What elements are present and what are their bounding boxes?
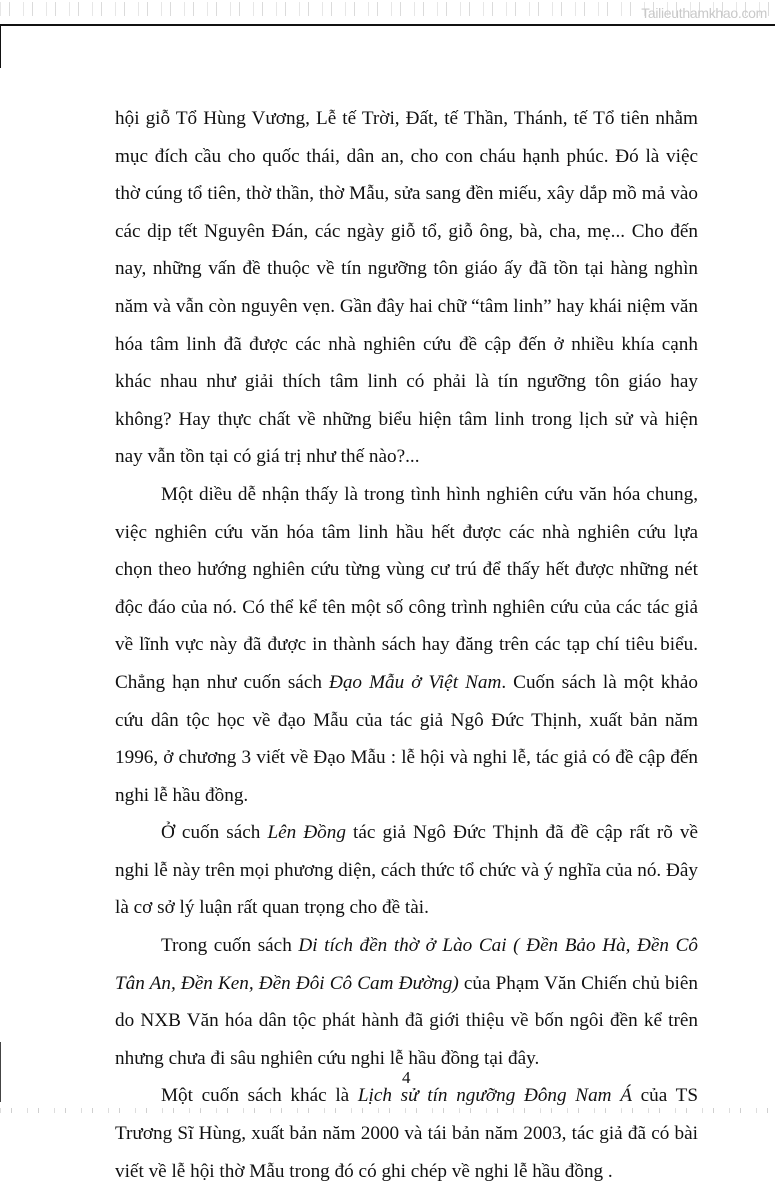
paragraph-text: Một diều dễ nhận thấy là trong tình hình nghiên cứu văn hóa chung, việc nghiên cứu văn hóa tâm linh hầu hết được các nhà nghiên cứu lựa chọn theo hướng nghiên cứu từng vùng cư trú để thấy hết được những nét độc đáo của nó. Có thể kể tên một số công trình nghiên cứu của các tác giả về lĩnh vực này đã được in thành sách hay đăng trên các tạp chí tiêu biểu. Chẳng hạn như cuốn sách [115,483,698,693]
paragraph-text: Ở cuốn sách [161,822,268,844]
paragraph-text: của TS Trương Sĩ Hùng, xuất bản năm 2000 và tái bản năm 2003, tác giả đã có bài viết về lễ hội thờ Mẫu trong đó có ghi chép về nghi lễ hầu đồng . [115,1085,698,1182]
paragraph-text: . Cuốn sách là một khảo cứu dân tộc học về đạo Mẫu của tác giả Ngô Đức Thịnh, xuất bản năm 1996, ở chương 3 viết về Đạo Mẫu : lễ hội và nghi lễ, tác giả có đề cập đến nghi lễ hầu đồng. [115,671,698,806]
left-margin-line-bottom [0,1042,1,1102]
paragraph-text: tác giả Ngô Đức Thịnh đã đề cập rất rõ về nghi lễ này trên mọi phương diện, cách thức tổ chức và ý nghĩa của nó. Đây là cơ sở lý luận rất quan trọng cho đề tài. [115,822,699,919]
paragraph [115,1077,698,1190]
watermark: Tailieuthamkhao.com [641,5,767,21]
paragraph [115,927,698,1077]
left-margin-line [0,24,1,68]
page-number: 4 [402,1068,411,1087]
paragraph-text: Trong cuốn sách [161,935,299,957]
paragraph [115,814,698,927]
book-title: Lịch sử tín ngưỡng Đông Nam Á [357,1085,632,1107]
paragraph [115,476,698,814]
paragraph-text: Một cuốn sách khác là [161,1085,358,1107]
paragraph-text: của Phạm Văn Chiến chủ biên do NXB Văn hóa dân tộc phát hành đã giới thiệu về bốn ngôi đền kể trên nhưng chưa đi sâu nghiên cứu nghi lễ hầu đồng tại đây. [115,972,698,1069]
scan-artifact-bottom [0,1108,775,1113]
book-title: Lên Đồng [267,822,346,844]
header-rule [0,24,775,26]
paragraph [115,100,698,476]
paragraph-text: hội giỗ Tổ Hùng Vương, Lễ tế Trời, Đất, tế Thần, Thánh, tế Tổ tiên nhằm mục đích cầu cho quốc thái, dân an, cho con cháu hạnh phúc. Đó là việc thờ cúng tổ tiên, thờ thần, thờ Mẫu, sửa sang đền miếu, xây dắp mồ mả vào các dịp tết Nguyên Đán, các ngày giỗ tổ, giỗ ông, bà, cha, mẹ... Cho đến nay, những vấn đề thuộc về tín ngưỡng tôn giáo ấy đã tồn tại hàng nghìn năm và vẫn còn nguyên vẹn. Gần đây hai chữ “tâm linh” hay khái niệm văn hóa tâm linh đã được các nhà nghiên cứu đề cập đến ở nhiều khía cạnh khác nhau như giải thích tâm linh có phải là tín ngưỡng tôn giáo hay không? Hay thực chất về những biểu hiện tâm linh trong lịch sử và hiện nay vẫn tồn tại có giá trị như thế nào?... [115,108,698,468]
book-title: Di tích đền thờ ở Lào Cai ( Đền Bảo Hà, Đền Cô Tân An, Đền Ken, Đền Đôi Cô Cam Đường) [115,935,698,994]
book-title: Đạo Mẫu ở Việt Nam [328,671,502,693]
document-body [115,100,698,1190]
